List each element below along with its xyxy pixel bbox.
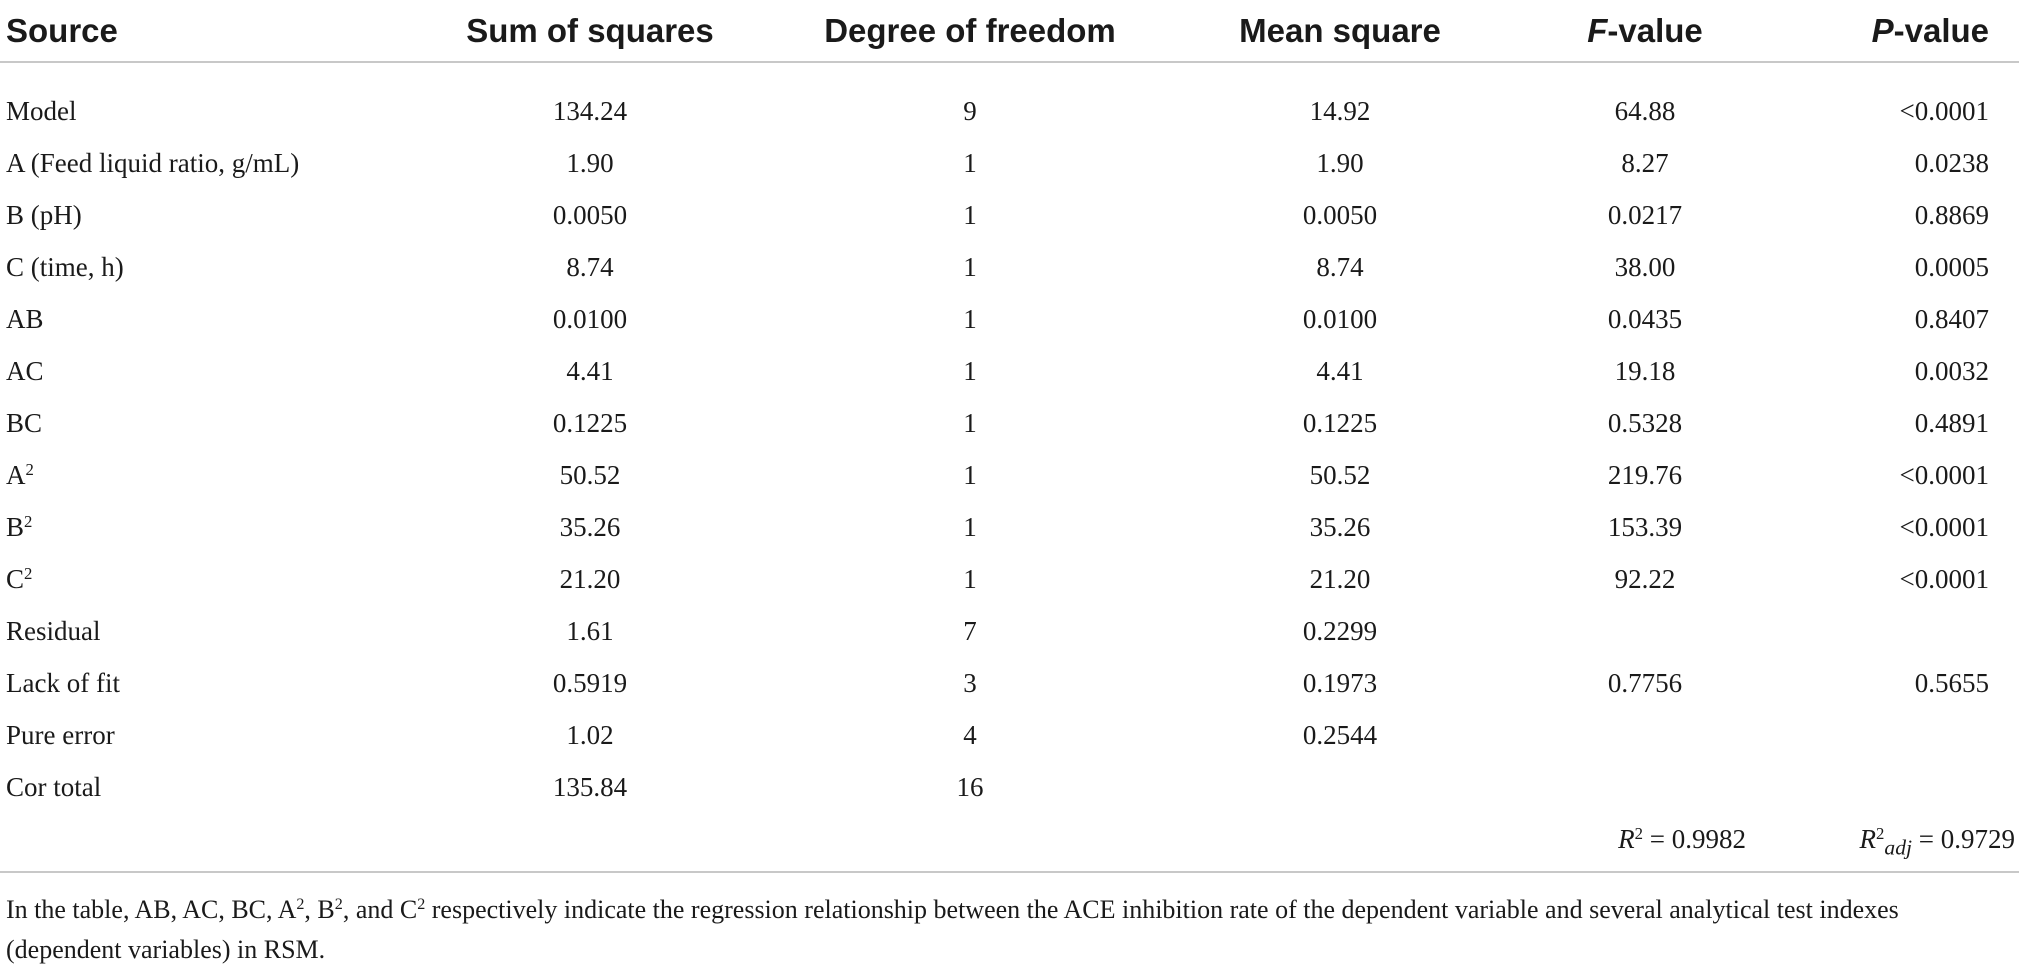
cell-mean-square: 0.2544 [1302,719,1378,750]
cell-f-value: 0.5328 [1607,407,1683,438]
table-body [0,62,2019,872]
cell-p-value: 0.8869 [1914,199,1989,230]
cell-degree-of-freedom: 3 [963,667,977,698]
cell-p-value: 0.8407 [1914,303,1989,334]
cell-sum-of-squares: 1.61 [566,615,614,646]
cell-source [0,137,410,189]
cell-source [0,605,410,657]
r-squared-adjusted-exponent: 2 [1876,823,1885,843]
cell-p-value [1780,605,2019,657]
stats-empty-cell [1170,813,1510,872]
cell-sum-of-squares: 134.24 [552,95,628,126]
cell-f-value: 0.0217 [1607,199,1683,230]
header-f-suffix: -value [1607,11,1703,49]
cell-source [0,449,410,501]
header-f-symbol: F [1587,11,1608,49]
cell-f-value: 8.27 [1621,147,1669,178]
footnote-sup-1: 2 [296,896,305,914]
source-label: A (Feed liquid ratio, g/mL) [6,147,300,178]
footnote-text-1: In the table, AB, AC, BC, A [6,895,297,924]
cell-f-value: 0.7756 [1607,667,1683,698]
cell-degree-of-freedom: 1 [963,563,977,594]
cell-f-value: 92.22 [1614,563,1676,594]
cell-sum-of-squares: 1.90 [566,147,614,178]
header-row [0,0,2019,62]
source-exponent: 2 [24,563,33,583]
cell-sum-of-squares: 0.0100 [552,303,628,334]
cell-p-value: 0.4891 [1914,407,1989,438]
cell-mean-square: 8.74 [1316,251,1364,282]
cell-f-value [1510,709,1780,761]
cell-mean-square: 0.2299 [1302,615,1378,646]
cell-degree-of-freedom: 1 [963,147,977,178]
stats-empty-cell [770,813,1170,872]
cell-degree-of-freedom: 16 [956,771,984,802]
cell-p-value: 0.0238 [1914,147,1989,178]
cell-mean-square: 0.1225 [1302,407,1378,438]
cell-degree-of-freedom: 9 [963,95,977,126]
cell-mean-square: 0.1973 [1302,667,1378,698]
header-p-value [1780,0,2019,62]
footnote-sup-3: 2 [417,896,426,914]
cell-degree-of-freedom: 7 [963,615,977,646]
cell-sum-of-squares: 4.41 [566,355,614,386]
cell-sum-of-squares: 35.26 [559,511,621,542]
cell-source [0,657,410,709]
cell-p-value: <0.0001 [1899,459,1989,490]
cell-sum-of-squares: 0.1225 [552,407,628,438]
stats-empty-cell [0,813,410,872]
table-row [0,709,2019,761]
header-f-value [1510,0,1780,62]
r-squared-adjusted-subscript: adj [1884,835,1913,860]
header-source: Source [0,0,410,62]
table-header [0,0,2019,62]
cell-mean-square: 50.52 [1309,459,1371,490]
cell-sum-of-squares: 0.5919 [552,667,628,698]
r-squared-adjusted-symbol: R [1859,823,1877,854]
cell-f-value: 153.39 [1607,511,1683,542]
table-row [0,605,2019,657]
cell-f-value: 19.18 [1614,355,1676,386]
source-label: AC [6,355,44,386]
stats-empty-cell [410,813,770,872]
cell-mean-square: 14.92 [1309,95,1371,126]
cell-p-value [1780,709,2019,761]
cell-p-value: 0.0005 [1914,251,1989,282]
cell-p-value: 0.0032 [1914,355,1989,386]
table-row [0,761,2019,813]
r-squared [1510,813,1780,872]
cell-p-value: <0.0001 [1899,563,1989,594]
cell-p-value: <0.0001 [1899,95,1989,126]
source-label: AB [6,303,44,334]
cell-f-value [1510,605,1780,657]
cell-sum-of-squares: 50.52 [559,459,621,490]
cell-mean-square: 35.26 [1309,511,1371,542]
table-row [0,553,2019,605]
cell-degree-of-freedom: 1 [963,355,977,386]
cell-degree-of-freedom: 4 [963,719,977,750]
cell-mean-square: 0.0050 [1302,199,1378,230]
source-label: C [6,563,25,594]
cell-sum-of-squares: 21.20 [559,563,621,594]
cell-source [0,241,410,293]
cell-f-value: 38.00 [1614,251,1676,282]
table-row [0,241,2019,293]
r-squared-symbol: R [1618,823,1635,854]
cell-degree-of-freedom: 1 [963,251,977,282]
cell-source [0,501,410,553]
r-squared-adjusted [1780,813,2019,872]
table-footnote [6,890,2011,970]
cell-f-value [1510,761,1780,813]
stats-row [0,813,2019,872]
header-degree-of-freedom: Degree of freedom [770,0,1170,62]
header-p-suffix: -value [1893,11,1989,49]
cell-f-value: 0.0435 [1607,303,1683,334]
footnote-text-3: , and C [342,895,418,924]
cell-mean-square: 0.0100 [1302,303,1378,334]
cell-mean-square: 21.20 [1309,563,1371,594]
header-p-symbol: P [1871,11,1894,49]
header-mean-square: Mean square [1170,0,1510,62]
cell-source [0,293,410,345]
cell-degree-of-freedom: 1 [963,459,977,490]
source-exponent: 2 [25,459,34,479]
cell-sum-of-squares: 1.02 [566,719,614,750]
cell-source [0,85,410,137]
table-row [0,501,2019,553]
cell-p-value: <0.0001 [1899,511,1989,542]
r-squared-adjusted-value: = 0.9729 [1912,823,2015,854]
source-label: C (time, h) [6,251,124,282]
cell-degree-of-freedom: 1 [963,511,977,542]
table-row [0,137,2019,189]
r-squared-value: = 0.9982 [1643,823,1746,854]
source-label: B (pH) [6,199,82,230]
cell-degree-of-freedom: 1 [963,303,977,334]
cell-sum-of-squares: 8.74 [566,251,614,282]
source-label: Residual [6,615,101,646]
cell-source [0,189,410,241]
footnote-sup-2: 2 [334,896,343,914]
cell-sum-of-squares: 0.0050 [552,199,628,230]
cell-source [0,553,410,605]
table-row [0,449,2019,501]
footnote-text-2: , B [304,895,335,924]
cell-degree-of-freedom: 1 [963,199,977,230]
table-row [0,345,2019,397]
cell-mean-square: 4.41 [1316,355,1364,386]
cell-p-value: 0.5655 [1914,667,1989,698]
table-row [0,189,2019,241]
r-squared-exponent: 2 [1634,823,1644,843]
cell-source [0,345,410,397]
table-row [0,657,2019,709]
cell-mean-square: 1.90 [1316,147,1364,178]
table-row [0,397,2019,449]
cell-source [0,709,410,761]
source-exponent: 2 [24,511,33,531]
spacer-row [0,62,2019,85]
cell-mean-square [1170,761,1510,813]
cell-sum-of-squares: 135.84 [552,771,628,802]
cell-p-value [1780,761,2019,813]
source-label: Model [6,95,77,126]
cell-source [0,761,410,813]
source-label: BC [6,407,43,438]
source-label: Cor total [6,771,102,802]
source-label: B [6,511,25,542]
footnote-text-4: respectively indicate the regression relationship between the ACE inhibition rate of the dependent variable and several analytical test indexes (dependent variables) in RSM. [6,895,1899,964]
cell-degree-of-freedom: 1 [963,407,977,438]
source-label: Lack of fit [6,667,120,698]
source-label: Pure error [6,719,115,750]
table-row [0,85,2019,137]
cell-f-value: 219.76 [1607,459,1683,490]
header-sum-of-squares: Sum of squares [410,0,770,62]
table-row [0,293,2019,345]
cell-f-value: 64.88 [1614,95,1676,126]
cell-source [0,397,410,449]
source-label: A [6,459,26,490]
